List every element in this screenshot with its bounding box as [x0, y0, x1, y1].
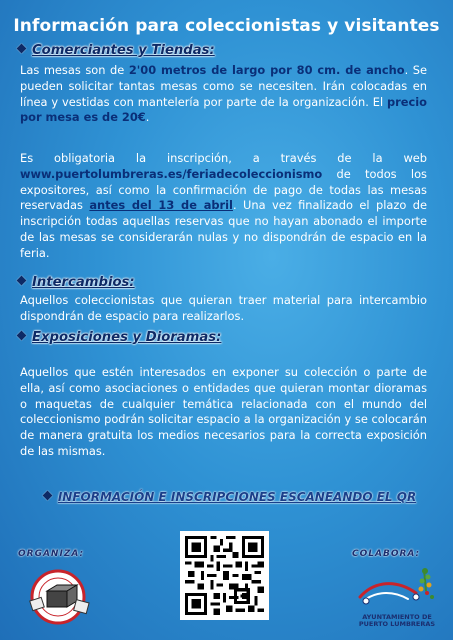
section-heading-comerciantes: [18, 43, 215, 58]
paragraph-exposiciones: Aquellos que estén interesados en exponer su colección o parte de ella, así como asociaciones o entidades que quieran montar dioramas o maquetas de cualquier temática relacionada con el mundo del coleccionismo podrán solicitar espacio a la organización y se colocarán de manera gratuita los medios necesarios para la correcta exposición de las mismas.: [20, 365, 427, 458]
diamond-bullet-icon: [17, 276, 27, 286]
heading-text: Exposiciones y Dioramas:: [32, 330, 222, 345]
section-heading-intercambios: [18, 275, 135, 290]
diamond-bullet-icon: [17, 331, 27, 341]
paragraph-intercambios: Aquellos coleccionistas que quieran traer material para intercambio dispondrán de espacio para realizarlos.: [20, 293, 427, 323]
paragraph-inscripcion: [20, 151, 427, 262]
heading-text: Comerciantes y Tiendas:: [32, 43, 215, 58]
highlight-dimensions: 2'00 metros de largo por 80 cm. de ancho: [128, 63, 405, 77]
text-span: .: [145, 110, 150, 125]
ayuntamiento-line1: AYUNTAMIENTO DE: [362, 613, 432, 621]
website-link[interactable]: www.puertolumbreras.es/feriadecoleccionismo: [20, 166, 323, 181]
scan-text: INFORMACIÓN E INSCRIPCIONES ESCANEANDO EL QR: [57, 490, 417, 504]
colabora-label: COLABORA:: [352, 549, 421, 559]
scan-qr-callout: [30, 489, 430, 505]
ayuntamiento-line2: PUERTO LUMBRERAS: [358, 620, 436, 628]
text-span: de todos los expositores, así como la confirmación de pago de todas las mesas reservadas: [20, 166, 427, 213]
section-heading-exposiciones: [18, 330, 221, 345]
qr-code[interactable]: [180, 531, 269, 620]
diamond-bullet-icon: [17, 44, 27, 54]
page-title: Información para coleccionistas y visitantes: [13, 16, 440, 36]
text-span: Es obligatoria la inscripción, a través de la web: [20, 151, 427, 165]
qr-code-graphic: [185, 536, 264, 615]
text-span: Las mesas son de: [20, 63, 129, 77]
diamond-bullet-icon: [42, 491, 52, 501]
highlight-deadline: antes del 13 de abril: [89, 198, 233, 213]
text-span: . Una vez finalizado el plazo de inscripción todas aquellas reservas que no hayan abonado el importe de las mesas se considerarán nulas y no dispondrán de espacio en la feria.: [20, 198, 427, 260]
text-span: . Se pueden solicitar tantas mesas como se necesiten. Irán colocadas en línea y vestidas con mantelería por parte de la organización. El: [20, 63, 428, 109]
organizer-logo: [20, 565, 100, 625]
heading-text: Intercambios:: [32, 275, 135, 290]
organiza-label: ORGANIZA:: [18, 549, 85, 559]
paragraph-mesas: [20, 63, 427, 126]
ayuntamiento-name: [355, 614, 439, 628]
highlight-price: precio por mesa es de 20€: [20, 94, 427, 125]
